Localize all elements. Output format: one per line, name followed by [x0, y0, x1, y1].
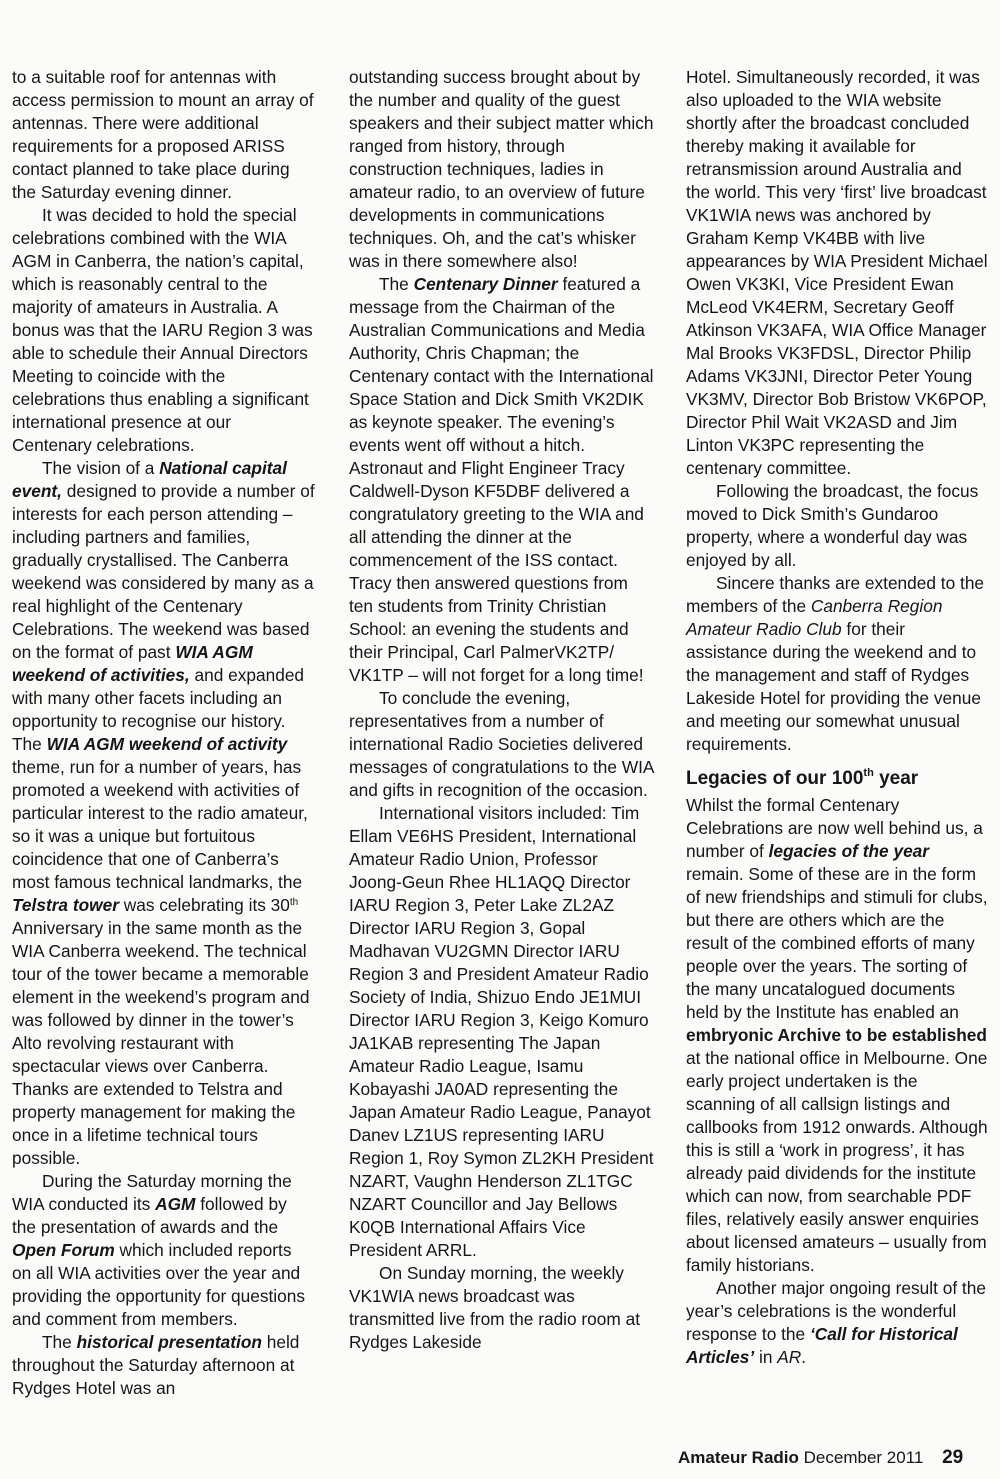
paragraph	[12, 1170, 315, 1331]
paragraph: International visitors included: Tim Ellam VE6HS President, International Amateur Radio Union, Professor Joong-Geun Rhee HL1AQQ Director IARU Region 3, Peter Lake ZL2AZ Director IARU Region 3, Gopal Madhavan VU2GMN Director IARU Region 3 and President Amateur Radio Society of India, Shizuo Endo JE1MUI Director IARU Region 3, Keigo Komuro JA1KAB representing The Japan Amateur Radio League, Isamu Kobayashi JA0AD representing the Japan Amateur Radio League, Panayot Danev LZ1US representing IARU Region 1, Roy Symon ZL2KH President NZART, Vaughn Henderson ZL1TGC NZART Councillor and Jay Bellows K0QB International Affairs Vice President ARRL.	[349, 803, 654, 1260]
emphasis-historical-presentation: historical presentation	[76, 1332, 262, 1352]
paragraph: outstanding success brought about by the number and quality of the guest speakers and their subject matter which ranged from history, through construction techniques, ladies in amateur radio, to an overview of future developments in communications techniques. Oh, and the cat’s whisker was in there somewhere also!	[349, 67, 654, 271]
text: featured a message from the Chairman of the Australian Communications and Media Authority, Chris Chapman; the Centenary contact with the International Space Station and Dick Smith VK2DIK as keynote speaker. The evening’s events went off without a hitch. Astronaut and Flight Engineer Tracy Caldwell-Dyson KF5DBF delivered a congratulatory greeting to the WIA and all attending the dinner at the commencement of the ISS contact. Tracy then answered questions from ten students from Trinity Christian School: an evening the students and their Principal, Carl PalmerVK2TP/ VK1TP – will not forget for a long time!	[349, 274, 654, 685]
emphasis-ar: AR	[777, 1347, 802, 1367]
text: followed by the presentation of awards and the	[12, 1194, 287, 1237]
text: for their assistance during the weekend and to the management and staff of Rydges Lakeside Hotel for providing the venue and meeting our somewhat unusual requirements.	[686, 619, 981, 754]
emphasis-club-name: Canberra Region Amateur Radio Club	[686, 596, 943, 639]
paragraph: It was decided to hold the special celebrations combined with the WIA AGM in Canberra, the nation’s capital, which is reasonably central to the majority of amateurs in Australia. A bonus was that the IARU Region 3 was able to schedule their Annual Directors Meeting to coincide with the celebrations thus enabling a significant international presence at our Centenary celebrations.	[12, 205, 313, 455]
emphasis-legacies: legacies of the year	[768, 841, 930, 861]
article-column-2	[349, 66, 655, 1354]
text: The	[42, 1332, 77, 1352]
text: designed to provide a number of interests for each person attending – including partners and families, gradually crystallised. The Canberra weekend was considered by many as a real highlight of the Centenary Celebrations. The weekend was based on the format of past	[12, 481, 315, 662]
text: The	[379, 274, 414, 294]
ordinal-suffix: th	[289, 897, 299, 908]
heading-text: year	[873, 768, 919, 789]
paragraph	[686, 794, 988, 1277]
paragraph	[349, 273, 655, 687]
text: remain. Some of these are in the form of new friendships and stimuli for clubs, but there are others which are the result of the combined efforts of many people over the years. The sorting of the many uncatalogued documents held by the Institute has enabled an	[686, 864, 988, 1022]
page-footer	[678, 1446, 963, 1470]
section-heading	[686, 766, 988, 792]
paragraph: To conclude the evening, representatives from a number of international Radio Societies delivered messages of congratulations to the WIA and gifts in recognition of the occasion.	[349, 688, 654, 800]
paragraph: On Sunday morning, the weekly VK1WIA news broadcast was transmitted live from the radio room at Rydges Lakeside	[349, 1263, 641, 1352]
emphasis-centenary-dinner: Centenary Dinner	[413, 274, 558, 294]
paragraph: to a suitable roof for antennas with access permission to mount an array of antennas. There were additional requirements for a proposed ARISS contact planned to take place during the Saturday evening dinner.	[12, 67, 314, 202]
text: Anniversary in the same month as the WIA Canberra weekend. The technical tour of the tower became a memorable element in the weekend’s program and was followed by dinner in the tower’s Alto revolving restaurant with spectacular views over Canberra. Thanks are extended to Telstra and property management for making the once in a lifetime technical tours possible.	[12, 918, 310, 1168]
text: at the national office in Melbourne. One early project undertaken is the scanning of all callsign listings and callbooks from 1912 onwards. Although this is still a ‘work in progress’, it has already paid dividends for the institute which can now, from searchable PDF files, relatively easily answer enquiries about licensed amateurs – usually from family historians.	[686, 1048, 988, 1275]
emphasis-archive: embryonic Archive to be established	[686, 1025, 987, 1045]
text: theme, run for a number of years, has promoted a weekend with activities of particular interest to the radio amateur, so it was a unique but fortuitous coincidence that one of Canberra’s most famous technical landmarks, the	[12, 757, 308, 892]
ordinal-suffix: th	[863, 767, 874, 779]
paragraph	[686, 572, 988, 756]
text: in	[754, 1347, 778, 1367]
article-column-3	[686, 66, 988, 1369]
text: Another major ongoing result of the year’s celebrations is the wonderful response to the	[686, 1278, 986, 1344]
emphasis-open-forum: Open Forum	[12, 1240, 115, 1260]
text: and expanded with many other facets including an opportunity to recognise our history. The	[12, 665, 305, 754]
article-column-1	[12, 66, 315, 1400]
paragraph: Hotel. Simultaneously recorded, it was also uploaded to the WIA website shortly after the broadcast concluded thereby making it available for retransmission around Australia and the world. This very ‘first’ live broadcast VK1WIA news was anchored by Graham Kemp VK4BB with live appearances by WIA President Michael Owen VK3KI, Vice President Ewan McLeod VK4ERM, Secretary Geoff Atkinson VK3AFA, WIA Office Manager Mal Brooks VK3FDSL, Director Philip Adams VK3JNI, Director Peter Young VK3MV, Director Bob Bristow VK6POP, Director Phil Wait VK2ASD and Jim Linton VK3PC representing the centenary committee.	[686, 67, 988, 478]
emphasis-agm: AGM	[155, 1194, 196, 1214]
heading-text: Legacies of our 100	[686, 768, 864, 789]
emphasis-call-for-articles: ‘Call for Historical Articles’	[686, 1324, 958, 1367]
emphasis-telstra-tower: Telstra tower	[12, 895, 119, 915]
text: The vision of a	[42, 458, 160, 478]
paragraph	[12, 1331, 315, 1400]
text: was celebrating its 30	[118, 895, 290, 915]
text: held throughout the Saturday afternoon at Rydges Hotel was an	[12, 1332, 300, 1398]
emphasis-wia-agm-activity: WIA AGM weekend of activity	[46, 734, 288, 754]
issue-date: December 2011	[803, 1448, 924, 1467]
text: Whilst the formal Centenary Celebrations are now well behind us, a number of	[686, 795, 983, 861]
text: Sincere thanks are extended to the members of the	[686, 573, 985, 616]
page-number: 29	[942, 1447, 964, 1468]
text: .	[801, 1347, 807, 1367]
paragraph	[12, 457, 315, 1170]
text: During the Saturday morning the WIA conducted its	[12, 1171, 292, 1214]
paragraph	[686, 1277, 988, 1369]
emphasis-wia-agm-weekend: WIA AGM weekend of activities,	[12, 642, 253, 685]
publication-name: Amateur Radio	[678, 1448, 799, 1467]
paragraph: Following the broadcast, the focus moved to Dick Smith’s Gundaroo property, where a wonderful day was enjoyed by all.	[686, 481, 979, 570]
text: which included reports on all WIA activities over the year and providing the opportunity for questions and comment from members.	[12, 1240, 306, 1329]
emphasis-national-capital-event: National capital event,	[12, 458, 287, 501]
